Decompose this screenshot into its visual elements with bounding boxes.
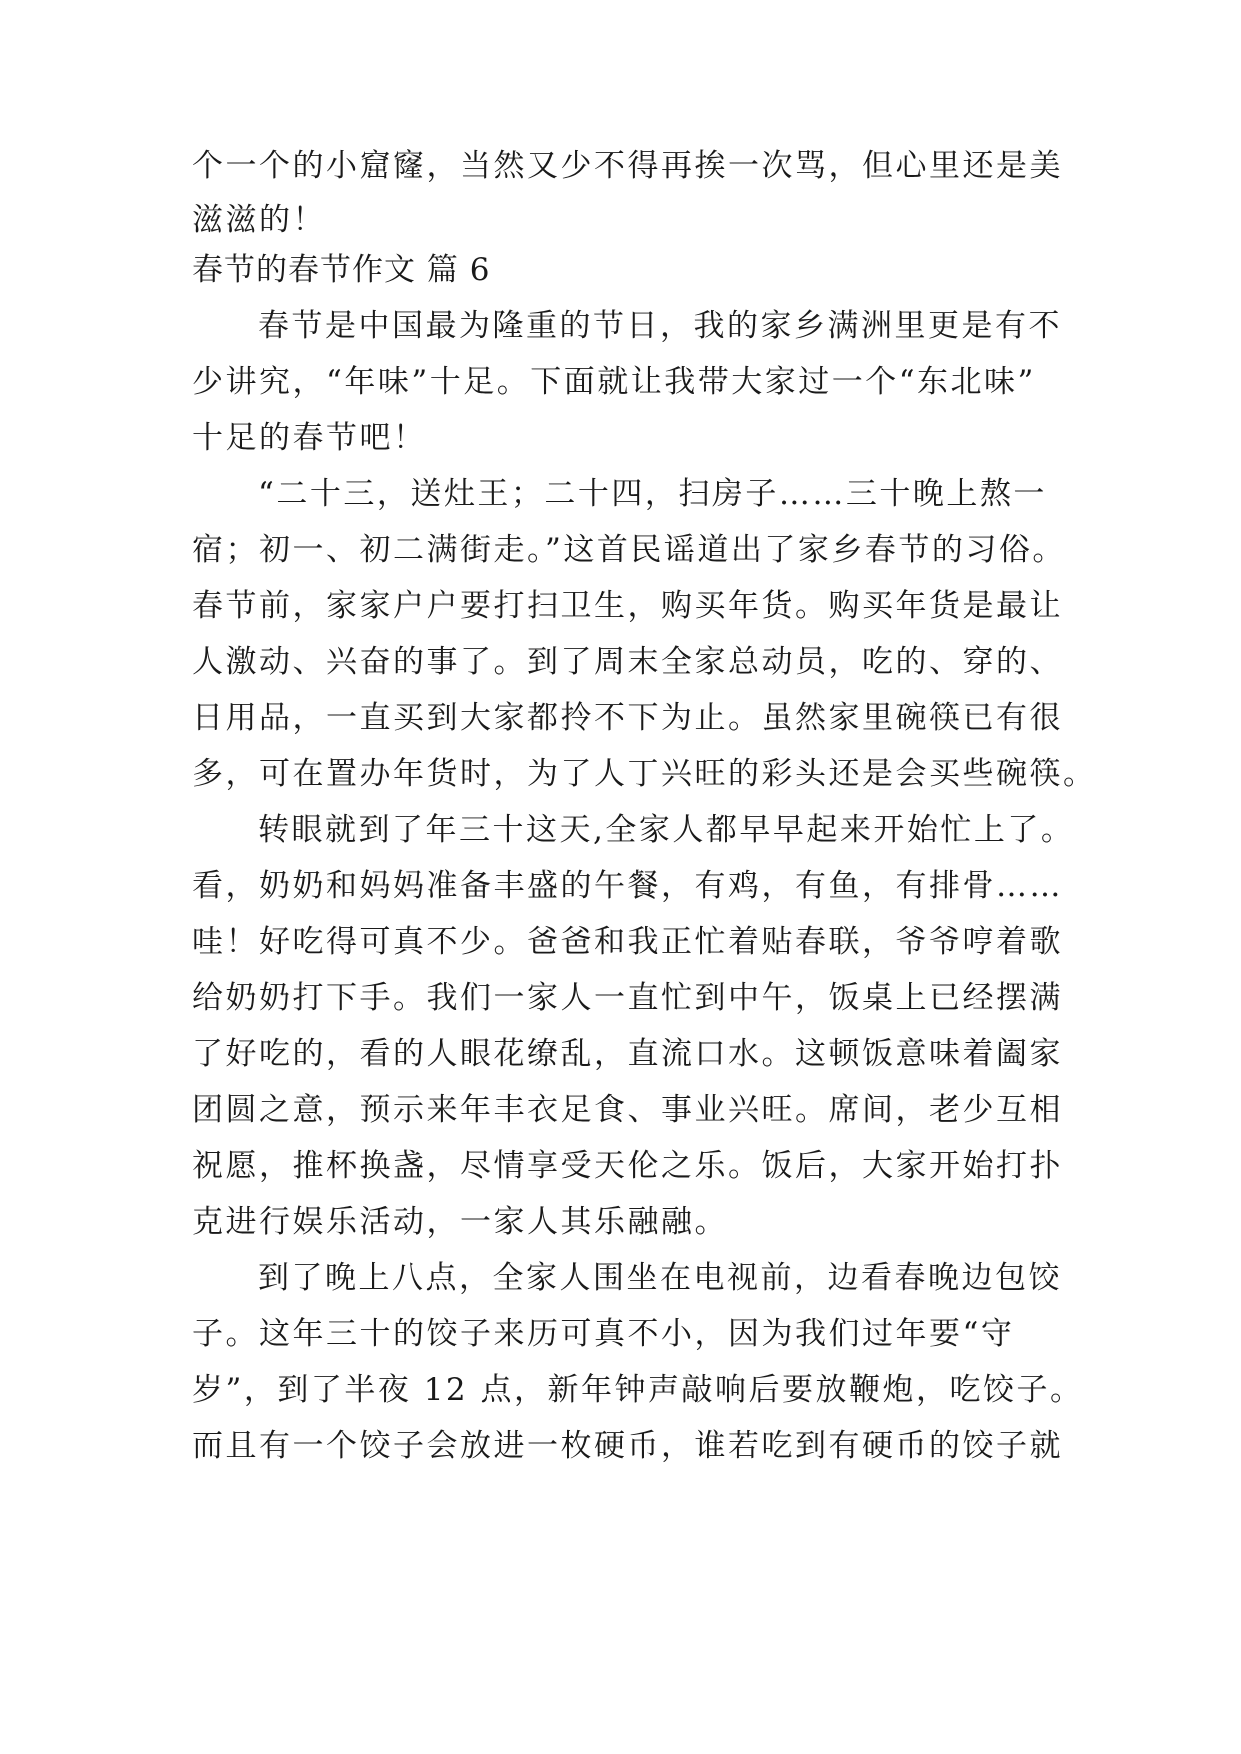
text-line: 岁”，到了半夜 12 点，新年钟声敲响后要放鞭炮，吃饺子。	[192, 1372, 1084, 1408]
text-line: 而且有一个饺子会放进一枚硬币，谁若吃到有硬币的饺子就	[192, 1428, 1063, 1464]
text-line: 个一个的小窟窿，当然又少不得再挨一次骂，但心里还是美	[192, 148, 1063, 184]
text-line: 子。这年三十的饺子来历可真不小，因为我们过年要“守	[192, 1316, 1015, 1352]
section-heading: 春节的春节作文 篇 6	[192, 252, 491, 288]
text-line: 日用品，一直买到大家都拎不下为止。虽然家里碗筷已有很	[192, 700, 1063, 736]
text-line: 了好吃的，看的人眼花缭乱，直流口水。这顿饭意味着阖家	[192, 1036, 1063, 1072]
text-line: 祝愿，推杯换盏，尽情享受天伦之乐。饭后，大家开始打扑	[192, 1148, 1063, 1184]
text-line: 滋滋的！	[192, 202, 326, 238]
text-line: 人激动、兴奋的事了。到了周末全家总动员，吃的、穿的、	[192, 644, 1063, 680]
text-line: 春节是中国最为隆重的节日，我的家乡满洲里更是有不	[258, 308, 1062, 344]
text-line: 春节前，家家户户要打扫卫生，购买年货。购买年货是最让	[192, 588, 1063, 624]
text-line: 转眼就到了年三十这天,全家人都早早起来开始忙上了。	[258, 812, 1075, 848]
text-line: 克进行娱乐活动，一家人其乐融融。	[192, 1204, 728, 1240]
text-line: 哇！好吃得可真不少。爸爸和我正忙着贴春联，爷爷哼着歌	[192, 924, 1063, 960]
text-line: 团圆之意，预示来年丰衣足食、事业兴旺。席间，老少互相	[192, 1092, 1063, 1128]
text-line: “二十三，送灶王；二十四，扫房子……三十晚上熬一	[258, 476, 1047, 512]
text-line: 到了晚上八点，全家人围坐在电视前，边看春晚边包饺	[258, 1260, 1062, 1296]
text-line: 宿；初一、初二满街走。”这首民谣道出了家乡春节的习俗。	[192, 532, 1066, 568]
text-line: 十足的春节吧！	[192, 420, 427, 456]
text-line: 给奶奶打下手。我们一家人一直忙到中午，饭桌上已经摆满	[192, 980, 1063, 1016]
text-line: 多，可在置办年货时，为了人丁兴旺的彩头还是会买些碗筷。	[192, 756, 1097, 792]
text-line: 少讲究，“年味”十足。下面就让我带大家过一个“东北味”	[192, 364, 1036, 400]
text-line: 看，奶奶和妈妈准备丰盛的午餐，有鸡，有鱼，有排骨……	[192, 868, 1063, 904]
